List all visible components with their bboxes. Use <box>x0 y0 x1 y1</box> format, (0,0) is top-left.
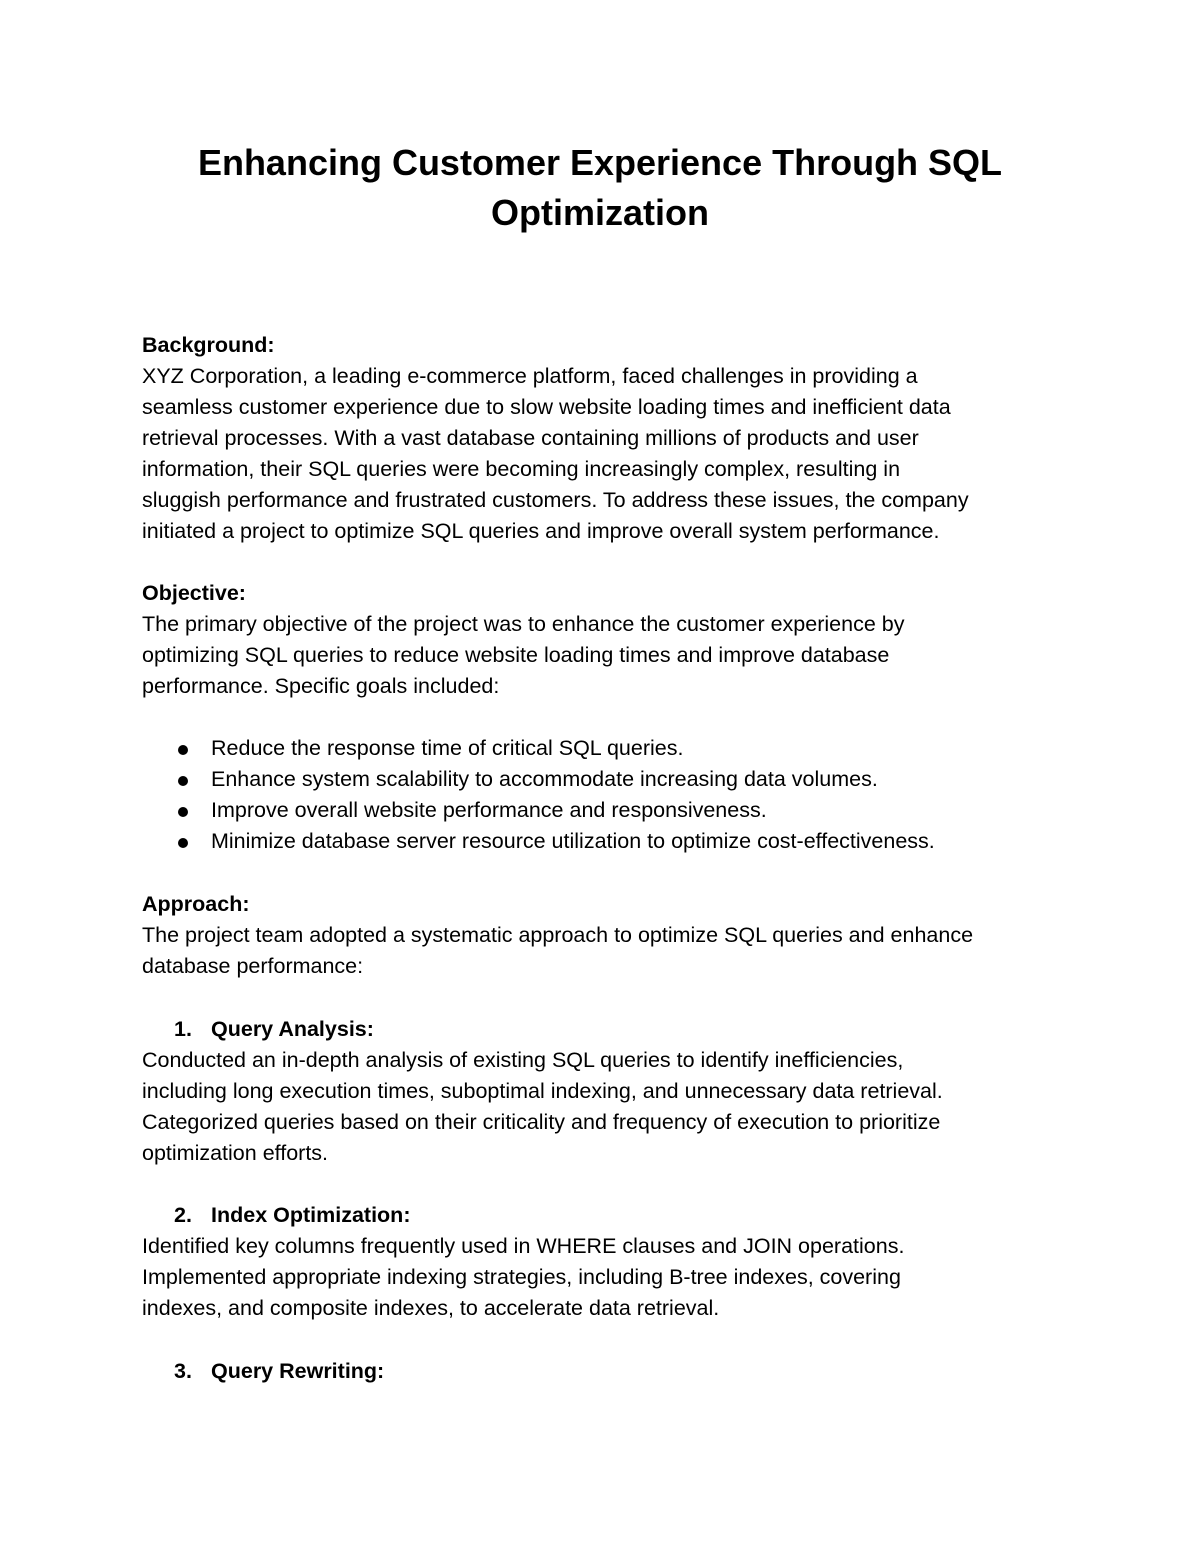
approach-paragraph-line: The project team adopted a systematic approach to optimize SQL queries and enhance <box>142 923 974 947</box>
background-paragraph-line: seamless customer experience due to slow website loading times and inefficient data <box>142 395 951 419</box>
objective-paragraph-line: The primary objective of the project was to enhance the customer experience by <box>142 612 905 636</box>
step-paragraph-line: Implemented appropriate indexing strategies, including B-tree indexes, covering <box>142 1265 901 1289</box>
bullet-text: Minimize database server resource utilization to optimize cost-effectiveness. <box>211 829 935 853</box>
bullet-icon <box>178 745 188 755</box>
bullet-icon <box>178 838 188 848</box>
step-paragraph-line: indexes, and composite indexes, to accelerate data retrieval. <box>142 1296 720 1320</box>
step-number: 3. <box>174 1359 192 1383</box>
bullet-text: Enhance system scalability to accommodate increasing data volumes. <box>211 767 878 791</box>
approach-heading: Approach: <box>142 892 250 916</box>
step-title: Query Rewriting: <box>211 1359 385 1383</box>
step-paragraph-line: Categorized queries based on their criticality and frequency of execution to prioritize <box>142 1110 941 1134</box>
background-paragraph-line: information, their SQL queries were becoming increasingly complex, resulting in <box>142 457 901 481</box>
step-number: 1. <box>174 1017 192 1041</box>
step-title: Index Optimization: <box>211 1203 411 1227</box>
approach-paragraph-line: database performance: <box>142 954 364 978</box>
background-heading: Background: <box>142 333 275 357</box>
bullet-text: Improve overall website performance and responsiveness. <box>211 798 767 822</box>
document-title-line-2: Optimization <box>491 192 709 233</box>
step-number: 2. <box>174 1203 192 1227</box>
background-paragraph-line: retrieval processes. With a vast database containing millions of products and user <box>142 426 919 450</box>
document-title-line-1: Enhancing Customer Experience Through SQL <box>197 142 1003 183</box>
bullet-text: Reduce the response time of critical SQL queries. <box>211 736 684 760</box>
bullet-icon <box>178 776 188 786</box>
objective-paragraph-line: performance. Specific goals included: <box>142 674 500 698</box>
bullet-icon <box>178 807 188 817</box>
step-paragraph-line: Identified key columns frequently used in WHERE clauses and JOIN operations. <box>142 1234 905 1258</box>
step-paragraph-line: Conducted an in-depth analysis of existing SQL queries to identify inefficiencies, <box>142 1048 904 1072</box>
background-paragraph-line: XYZ Corporation, a leading e-commerce platform, faced challenges in providing a <box>142 364 918 388</box>
objective-heading: Objective: <box>142 581 246 605</box>
step-paragraph-line: including long execution times, suboptimal indexing, and unnecessary data retrieval. <box>142 1079 943 1103</box>
step-title: Query Analysis: <box>211 1017 374 1041</box>
background-paragraph-line: initiated a project to optimize SQL queries and improve overall system performance. <box>142 519 940 543</box>
objective-paragraph-line: optimizing SQL queries to reduce website loading times and improve database <box>142 643 890 667</box>
background-paragraph-line: sluggish performance and frustrated customers. To address these issues, the company <box>142 488 969 512</box>
step-paragraph-line: optimization efforts. <box>142 1141 329 1165</box>
